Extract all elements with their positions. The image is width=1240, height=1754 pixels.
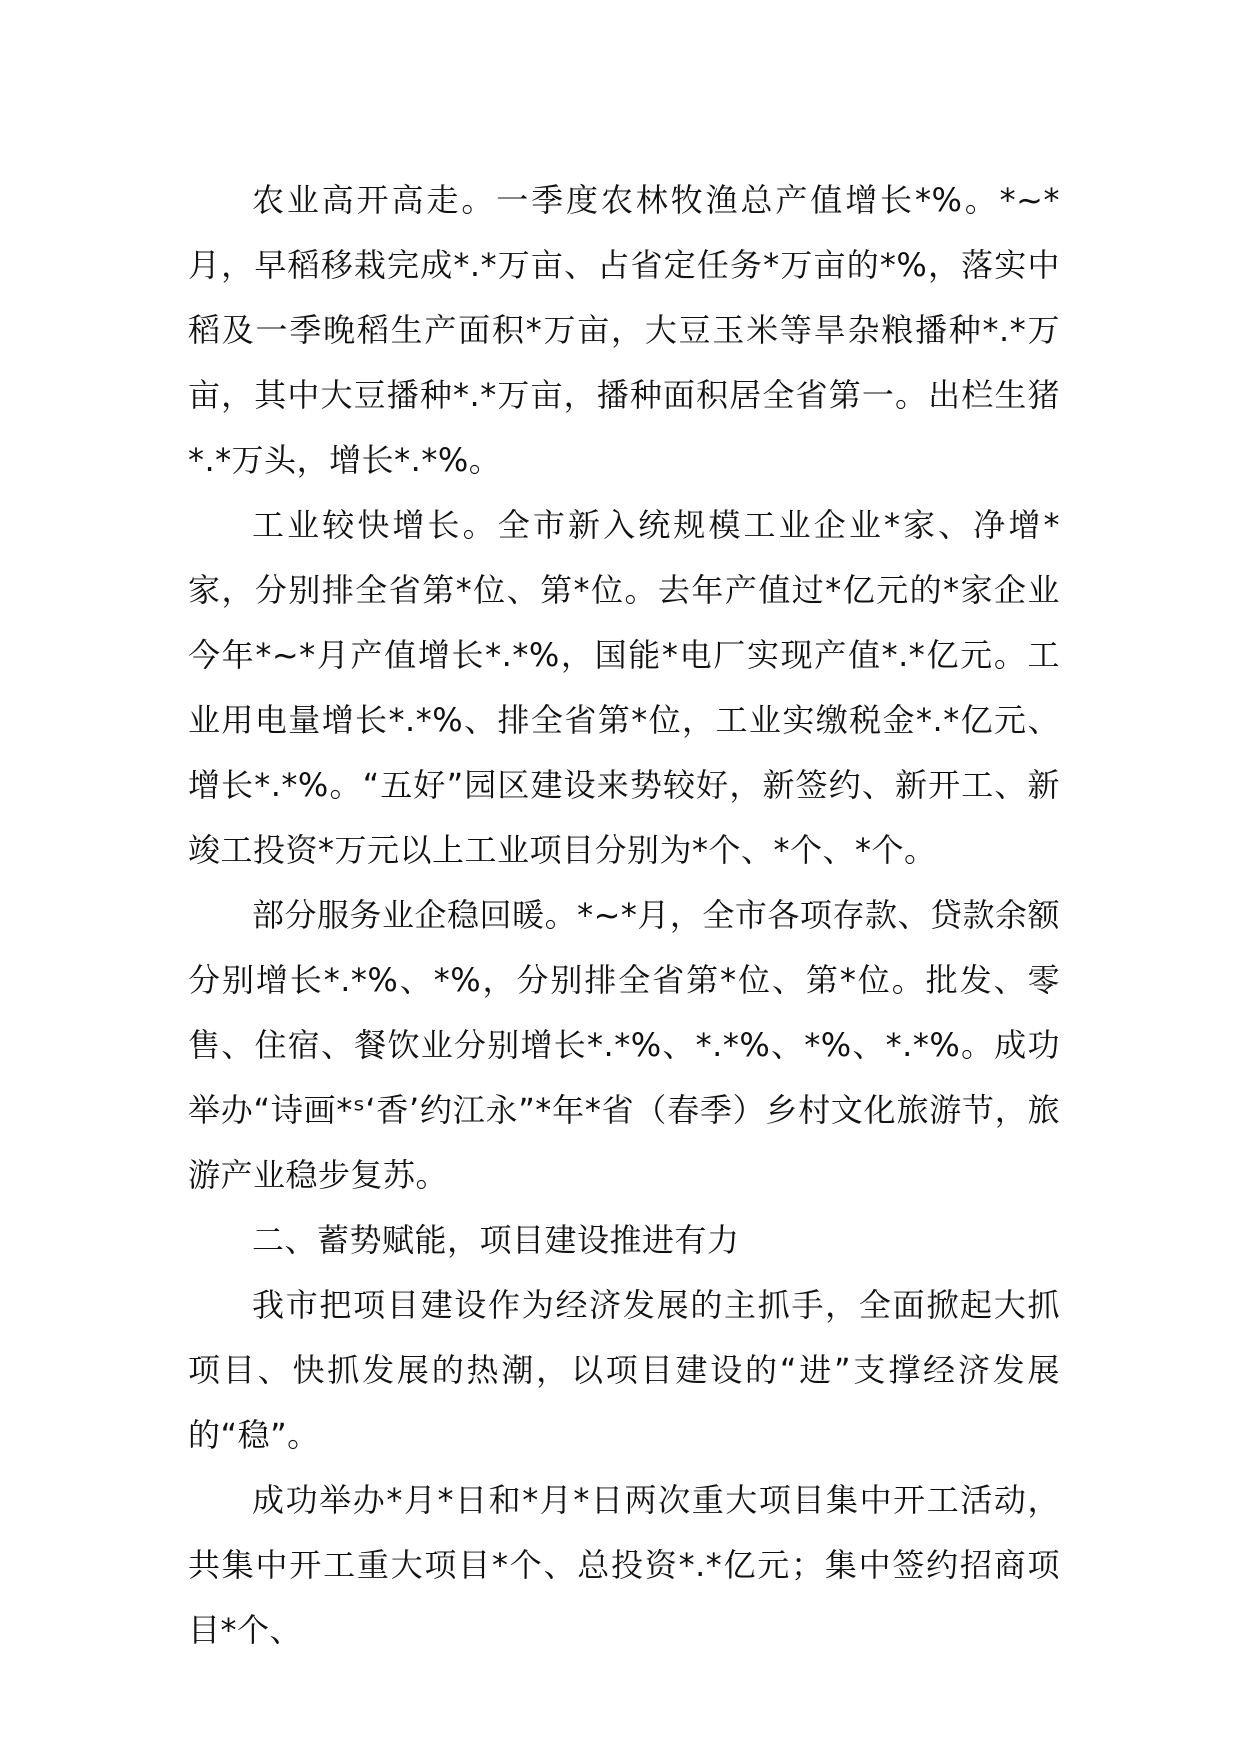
paragraph-industry: 工业较快增长。全市新入统规模工业企业*家、净增*家，分别排全省第*位、第*位。去年产值过*亿元的*家企业今年*~*月产值增长*.*%，国能*电厂实现产值*.*亿元。工业用电量增长*.*%、排全省第*位，工业实缴税金*.*亿元、增长*.*%。“五好”园区建设来势较好，新签约、新开工、新竣工投资*万元以上工业项目分别为*个、*个、*个。 — [188, 506, 1060, 869]
paragraph-projects-intro: 我市把项目建设作为经济发展的主抓手，全面掀起大抓项目、快抓发展的热潮，以项目建设的“进”支撑经济发展的“稳”。 — [188, 1286, 1060, 1454]
paragraph-projects-detail: 成功举办*月*日和*月*日两次重大项目集中开工活动，共集中开工重大项目*个、总投资*.*亿元；集中签约招商项目*个、 — [188, 1481, 1060, 1649]
paragraph-agriculture: 农业高开高走。一季度农林牧渔总产值增长*%。*~*月，早稻移栽完成*.*万亩、占省定任务*万亩的*%，落实中稻及一季晚稻生产面积*万亩，大豆玉米等旱杂粮播种*.*万亩，其中大豆播种*.*万亩，播种面积居全省第一。出栏生猪*.*万头，增长*.*%。 — [188, 181, 1060, 479]
paragraph-services: 部分服务业企稳回暖。*~*月，全市各项存款、贷款余额分别增长*.*%、*%，分别排全省第*位、第*位。批发、零售、住宿、餐饮业分别增长*.*%、*.*%、*%、*.*%。成功举办“诗画*ˢ‘香’约江永”*年*省（春季）乡村文化旅游节，旅游产业稳步复苏。 — [188, 896, 1060, 1194]
section-heading: 二、蓄势赋能，项目建设推进有力 — [252, 1221, 740, 1259]
document-page — [188, 168, 1060, 1663]
